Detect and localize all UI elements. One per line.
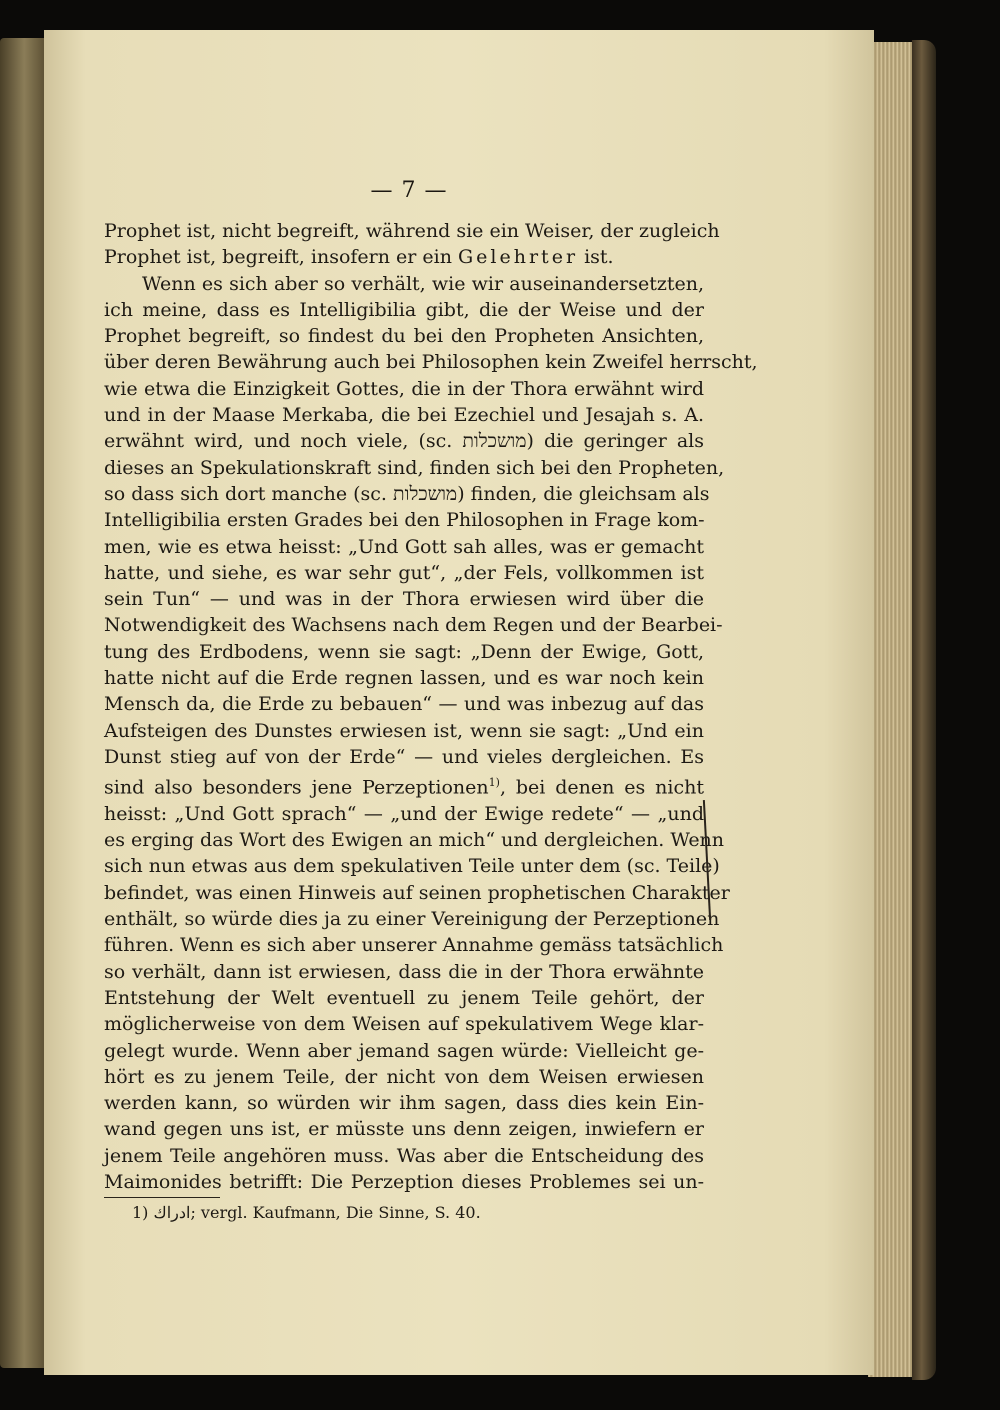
text-line: Maimonides betrifft: Die Perzeption dieses Problemes sei un- bbox=[104, 1171, 704, 1194]
text-line: Prophet begreift, so findest du bei den Propheten Ansichten, bbox=[104, 325, 704, 348]
text-line: sein Tun“ — und was in der Thora erwiesen wird über die bbox=[104, 588, 704, 611]
text-line: Notwendigkeit des Wachsens nach dem Regen und der Bearbei- bbox=[104, 614, 723, 637]
text-line: dieses an Spekulationskraft sind, finden sich bei den Propheten, bbox=[104, 456, 725, 479]
text-line: sich nun etwas aus dem spekulativen Teile unter dem (sc. Teile) bbox=[104, 855, 720, 878]
text-line: möglicherweise von dem Weisen auf spekulativem Wege klar- bbox=[104, 1013, 704, 1036]
text-line: hatte, und siehe, es war sehr gut“, „der Fels, vollkommen ist bbox=[104, 561, 704, 584]
text-line-part: sind also besonders jene Perzeptionen bbox=[104, 776, 489, 799]
text-line: befindet, was einen Hinweis auf seinen prophetischen Charakter bbox=[104, 881, 730, 904]
text-line: jenem Teile angehören muss. Was aber die Entscheidung des bbox=[104, 1144, 704, 1167]
footnote-text: ادراك; vergl. Kaufmann, Die Sinne, S. 40. bbox=[153, 1203, 481, 1222]
text-line: men, wie es etwa heisst: „Und Gott sah alles, was er gemacht bbox=[104, 535, 704, 558]
text-line: wie etwa die Einzigkeit Gottes, die in der Thora erwähnt wird bbox=[104, 377, 704, 400]
spaced-word: Gelehrter bbox=[458, 246, 579, 269]
text-line: so dass sich dort manche (sc. מושכלות) finden, die gleichsam als bbox=[104, 482, 710, 505]
text-line: hört es zu jenem Teile, der nicht von dem Weisen erwiesen bbox=[104, 1065, 704, 1088]
page-number: — 7 — bbox=[370, 178, 448, 203]
text-line: Prophet ist, nicht begreift, während sie ein Weiser, der zugleich bbox=[104, 220, 720, 242]
text-line-part: Prophet ist, begreift, insofern er ein bbox=[104, 246, 458, 269]
text-line: hatte nicht auf die Erde regnen lassen, und es war noch kein bbox=[104, 667, 704, 690]
text-line: werden kann, so würden wir ihm sagen, dass dies kein Ein- bbox=[104, 1092, 704, 1115]
text-line: so verhält, dann ist erwiesen, dass die in der Thora erwähnte bbox=[104, 960, 704, 983]
text-line: ich meine, dass es Intelligibilia gibt, die der Weise und der bbox=[104, 298, 704, 321]
text-line: führen. Wenn es sich aber unserer Annahme gemäss tatsächlich bbox=[104, 934, 724, 957]
text-line: tung des Erdbodens, wenn sie sagt: „Denn der Ewige, Gott, bbox=[104, 640, 704, 663]
text-line: Entstehung der Welt eventuell zu jenem Teile gehört, der bbox=[104, 986, 704, 1009]
text-line: Intelligibilia ersten Grades bei den Philosophen in Frage kom- bbox=[104, 509, 705, 532]
text-line bbox=[104, 244, 704, 270]
footnote-reference: 1) bbox=[488, 776, 500, 790]
text-line: Dunst stieg auf von der Erde“ — und vieles dergleichen. Es bbox=[104, 745, 704, 768]
text-line-part: ist. bbox=[578, 246, 614, 269]
footnote bbox=[132, 1203, 481, 1222]
text-line: erwähnt wird, und noch viele, (sc. מושכלות) die geringer als bbox=[104, 430, 704, 453]
text-line: und in der Maase Merkaba, die bei Ezechiel und Jesajah s. A. bbox=[104, 404, 704, 427]
text-line: heisst: „Und Gott sprach“ — „und der Ewige redete“ — „und bbox=[104, 802, 704, 825]
text-line-part: , bei denen es nicht bbox=[499, 776, 704, 799]
left-page-edge bbox=[0, 38, 44, 1368]
text-line: gelegt wurde. Wenn aber jemand sagen würde: Vielleicht ge- bbox=[104, 1039, 704, 1062]
book-page bbox=[44, 30, 874, 1375]
text-line: Mensch da, die Erde zu bebauen“ — und was inbezug auf das bbox=[104, 693, 704, 716]
text-line: es erging das Wort des Ewigen an mich“ und dergleichen. Wenn bbox=[104, 829, 725, 852]
text-line: Wenn es sich aber so verhält, wie wir auseinandersetzten, bbox=[142, 272, 704, 295]
text-line: wand gegen uns ist, er müsste uns denn zeigen, inwiefern er bbox=[104, 1118, 704, 1141]
footnote-rule bbox=[104, 1197, 220, 1198]
text-line: Aufsteigen des Dunstes erwiesen ist, wenn sie sagt: „Und ein bbox=[104, 719, 704, 742]
body-text bbox=[104, 218, 758, 1195]
text-line: enthält, so würde dies ja zu einer Vereinigung der Perzeptionen bbox=[104, 908, 720, 931]
footnote-marker: 1) bbox=[132, 1203, 149, 1222]
book-cover-board bbox=[912, 40, 936, 1380]
text-line bbox=[104, 770, 704, 801]
text-line: über deren Bewährung auch bei Philosophen kein Zweifel herrscht, bbox=[104, 351, 758, 374]
